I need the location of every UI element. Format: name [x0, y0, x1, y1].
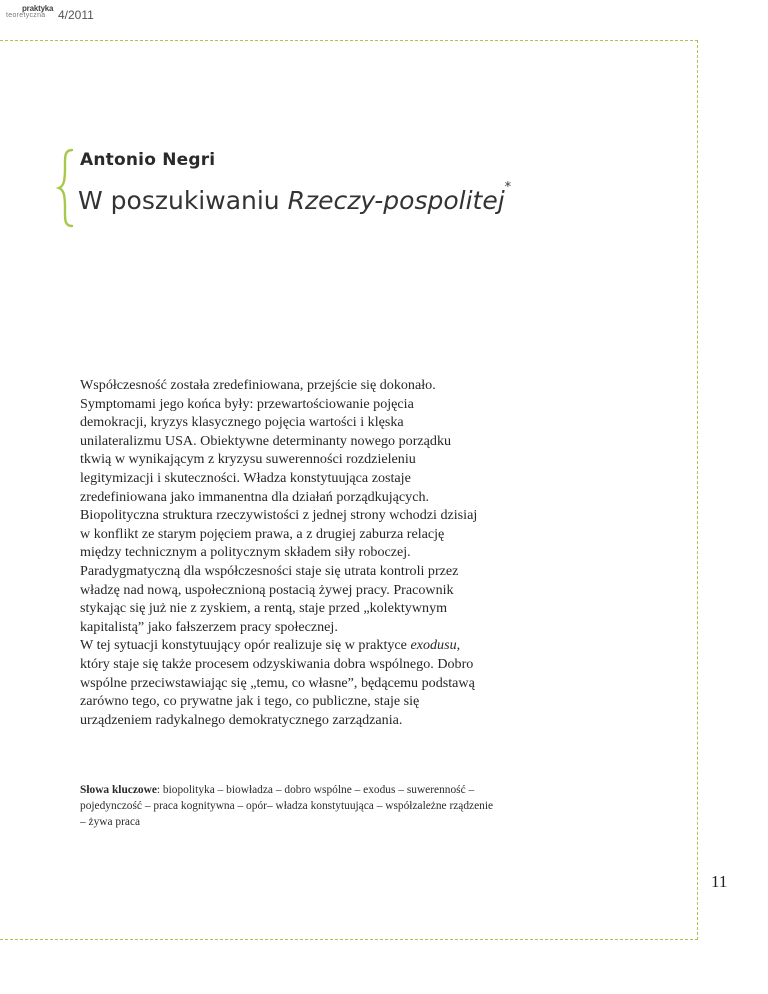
article-title-part1: W poszukiwaniu	[78, 186, 288, 215]
masthead	[6, 4, 146, 26]
keywords-label: Słowa kluczowe	[80, 784, 157, 796]
abstract-paragraph-1: Współczesność została zredefiniowana, przejście się dokonało. Symptomami jego końca były: przewartościowanie pojęcia demokracji, kryzys klasycznego pojęcia wartości i klęska unilateralizmu USA. Obiektywne determinanty nowego porządku tkwią w wynikającym z kryzysu suwerenności rozdzieleniu legitymizacji i skuteczności. Władza konstytuująca zostaje zredefiniowana jako immanentna dla działań porządkujących. Biopolityczna struktura rzeczywistości z jednej strony wchodzi dzisiaj w konflikt ze starym pojęciem prawa, a z drugiej zaburza relację między technicznym a politycznym składem siły roboczej. Paradygmatyczną dla współczesności staje się utrata kontroli przez władzę nad nową, uspołecznioną postacią żywej pracy. Pracownik stykając się już nie z zyskiem, a rentą, staje przed „kolektywnym kapitalistą” jako fałszerzem pracy społecznej.	[80, 377, 478, 635]
article-title	[78, 180, 512, 215]
keywords-text: : biopolityka – biowładza – dobro wspólne – exodus – suwerenność – pojedynczość – praca kognitywna – opór– władza konstytuująca – współzależne rządzenie – żywa praca	[80, 784, 494, 828]
masthead-brand-top: praktyka	[22, 4, 54, 13]
abstract-paragraph-2-end: , który staje się także procesem odzyskiwania dobra wspólnego. Dobro wspólne przeciwstawiając się „temu, co własne”, będącemu podstawą zarówno tego, co prywatne jak i tego, co publiczne, staje się urządzeniem radykalnego demokratycznego zarządzania.	[80, 637, 475, 728]
article-author: Antonio Negri	[80, 150, 216, 170]
keywords	[80, 782, 500, 830]
abstract-paragraph-2	[80, 636, 480, 729]
masthead-issue-number: 4/2011	[58, 8, 94, 22]
footnote-mark: *	[504, 180, 512, 195]
curly-brace-decoration-icon	[56, 148, 76, 228]
page-number: 11	[711, 872, 728, 891]
abstract	[80, 376, 480, 729]
abstract-exodus-italic: exodusu	[410, 637, 457, 654]
article-title-italic: Rzeczy-pospolitej	[287, 186, 505, 215]
abstract-paragraph-2-start: W tej sytuacji konstytuujący opór realizuje się w praktyce	[80, 637, 411, 654]
masthead-brand-bottom: teoretyczna	[6, 12, 46, 19]
